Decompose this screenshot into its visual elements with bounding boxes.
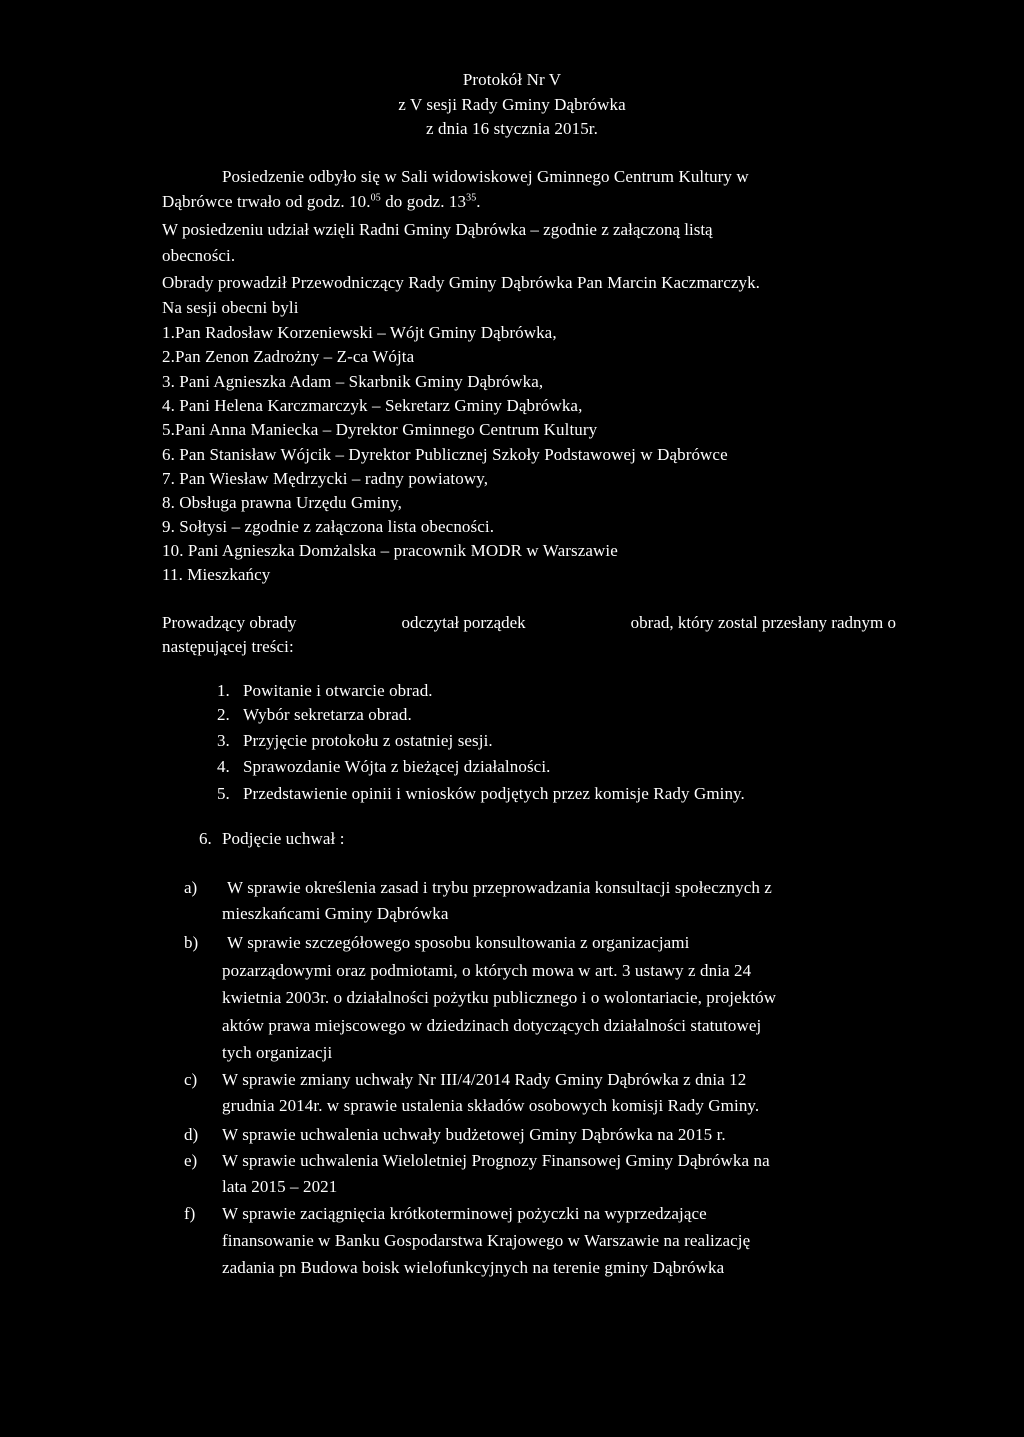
document-date: z dnia 16 stycznia 2015r.	[426, 119, 598, 138]
resolution-a-line-1: W sprawie określenia zasad i trybu przeprowadzania konsultacji społecznych z	[227, 878, 772, 897]
intro-time-end: do godz. 13	[380, 192, 467, 211]
resolution-b-line-2: pozarządowymi oraz podmiotami, o których mowa w art. 3 ustawy z dnia 24	[222, 961, 752, 980]
attendee-item: 10. Pani Agnieszka Domżalska – pracownik MODR w Warszawie	[162, 541, 618, 560]
resolution-d-line-1: W sprawie uchwalenia uchwały budżetowej Gminy Dąbrówka na 2015 r.	[222, 1125, 726, 1144]
attendee-item: 11. Mieszkańcy	[162, 565, 271, 584]
agenda-intro-part-2: odczytał porządek	[401, 613, 526, 632]
resolution-c-line-1: W sprawie zmiany uchwały Nr III/4/2014 Rady Gminy Dąbrówka z dnia 12	[222, 1070, 747, 1089]
resolution-b-line-5: tych organizacji	[222, 1043, 333, 1062]
attendees-heading: Na sesji obecni byli	[162, 298, 299, 317]
resolution-label: a)	[184, 878, 198, 897]
agenda-item-number: 3.	[217, 731, 230, 750]
resolution-label: e)	[184, 1151, 198, 1170]
resolution-b-line-4: aktów prawa miejscowego w dziedzinach dotyczących działalności statutowej	[222, 1016, 762, 1035]
resolution-a-line-2: mieszkańcami Gminy Dąbrówka	[222, 904, 449, 923]
intro-time-start-minutes: 05	[370, 192, 381, 204]
agenda-intro-part-3: obrad, który zostal przesłany radnym o	[630, 613, 896, 632]
agenda-item-text: Wybór sekretarza obrad.	[243, 705, 412, 724]
resolution-b-line-3: kwietnia 2003r. o działalności pożytku publicznego i o wolontariacie, projektów	[222, 988, 777, 1007]
resolution-c-line-2: grudnia 2014r. w sprawie ustalenia składów osobowych komisji Rady Gminy.	[222, 1096, 760, 1115]
intro-line-1: Posiedzenie odbyło się w Sali widowiskowej Gminnego Centrum Kultury w	[222, 167, 749, 186]
agenda-item-number: 5.	[217, 784, 230, 803]
agenda-item-text: Przyjęcie protokołu z ostatniej sesji.	[243, 731, 493, 750]
resolution-f-line-1: W sprawie zaciągnięcia krótkoterminowej pożyczki na wyprzedzające	[222, 1204, 707, 1223]
resolution-label: c)	[184, 1070, 198, 1089]
attendee-item: 5.Pani Anna Maniecka – Dyrektor Gminnego Centrum Kultury	[162, 420, 598, 439]
document-subtitle: z V sesji Rady Gminy Dąbrówka	[398, 95, 626, 114]
agenda-item-number: 2.	[217, 705, 230, 724]
attendee-item: 7. Pan Wiesław Mędrzycki – radny powiatowy,	[162, 469, 489, 488]
attendee-item: 6. Pan Stanisław Wójcik – Dyrektor Publicznej Szkoły Podstawowej w Dąbrówce	[162, 445, 728, 464]
resolution-e-line-1: W sprawie uchwalenia Wieloletniej Prognozy Finansowej Gminy Dąbrówka na	[222, 1151, 770, 1170]
agenda-intro-part-1: Prowadzący obrady	[162, 613, 297, 632]
resolution-b-line-1: W sprawie szczegółowego sposobu konsultowania z organizacjami	[227, 933, 690, 952]
agenda-item-number: 1.	[217, 681, 230, 700]
intro-time-end-minutes: 35	[466, 192, 477, 204]
resolution-e-line-2: lata 2015 – 2021	[222, 1177, 338, 1196]
resolution-label: d)	[184, 1125, 199, 1144]
intro-line-3	[162, 220, 896, 240]
intro-line-2	[162, 192, 481, 212]
attendee-item: 4. Pani Helena Karczmarczyk – Sekretarz Gminy Dąbrówka,	[162, 396, 583, 415]
attendee-item: 8. Obsługa prawna Urzędu Gminy,	[162, 493, 402, 512]
agenda-item-number: 6.	[199, 829, 212, 848]
intro-time-start: Dąbrówce trwało od godz. 10.	[162, 192, 371, 211]
agenda-item-text: Powitanie i otwarcie obrad.	[243, 681, 433, 700]
resolution-f-line-3: zadania pn Budowa boisk wielofunkcyjnych na terenie gminy Dąbrówka	[222, 1258, 725, 1277]
intro-period: .	[476, 192, 481, 211]
agenda-item-text: Sprawozdanie Wójta z bieżącej działalności.	[243, 757, 551, 776]
attendee-item: 3. Pani Agnieszka Adam – Skarbnik Gminy Dąbrówka,	[162, 372, 544, 391]
intro-line-4: obecności.	[162, 246, 236, 265]
resolution-label: b)	[184, 933, 199, 952]
intro-line-3-text: W posiedzeniu udział wzięli Radni Gminy Dąbrówka – zgodnie z załączoną listą	[162, 220, 713, 239]
agenda-intro-line-1	[162, 613, 896, 633]
document-title: Protokół Nr V	[462, 70, 562, 89]
resolution-f-line-2: finansowanie w Banku Gospodarstwa Krajowego w Warszawie na realizację	[222, 1231, 751, 1250]
agenda-item-text: Podjęcie uchwał :	[222, 829, 345, 848]
attendee-item: 2.Pan Zenon Zadrożny – Z-ca Wójta	[162, 347, 415, 366]
attendee-item: 1.Pan Radosław Korzeniewski – Wójt Gminy Dąbrówka,	[162, 323, 557, 342]
agenda-intro-line-2: następującej treści:	[162, 637, 294, 656]
resolution-label: f)	[184, 1204, 196, 1223]
chairman-line: Obrady prowadził Przewodniczący Rady Gminy Dąbrówka Pan Marcin Kaczmarczyk.	[162, 273, 761, 292]
agenda-item-number: 4.	[217, 757, 230, 776]
agenda-item-text: Przedstawienie opinii i wniosków podjętych przez komisje Rady Gminy.	[243, 784, 745, 803]
attendee-item: 9. Sołtysi – zgodnie z załączona lista obecności.	[162, 517, 495, 536]
